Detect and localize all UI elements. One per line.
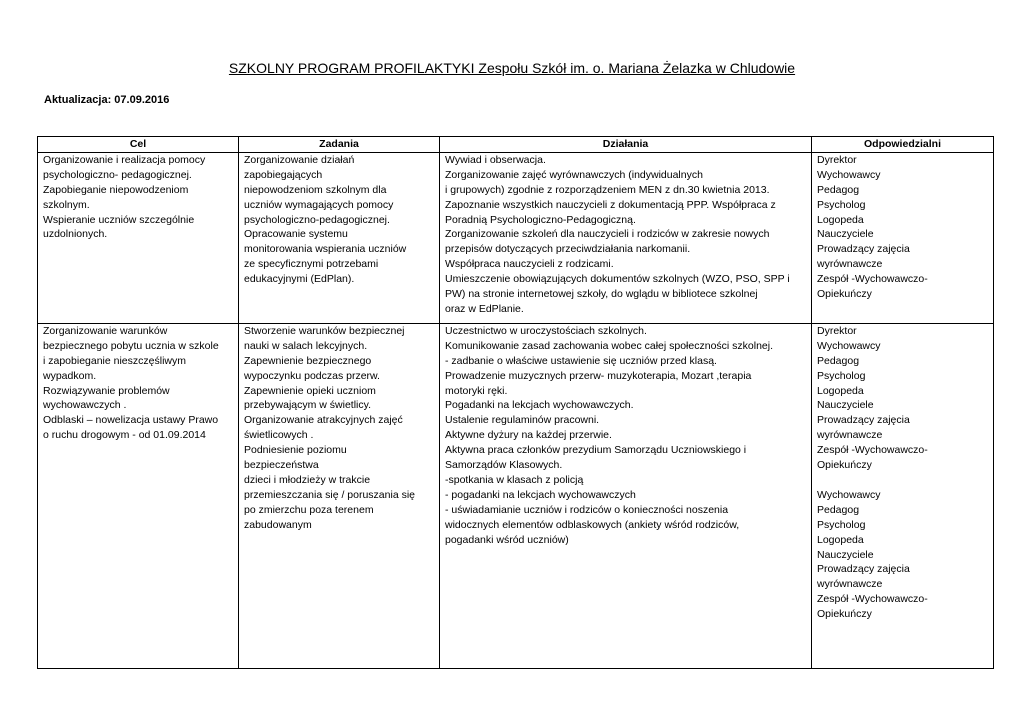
cell-odpowiedzialni: Dyrektor Wychowawcy Pedagog Psycholog Logopeda Nauczyciele Prowadzący zajęcia wyrównawcze Zespół -Wychowawczo- Opiekuńczy [812, 152, 994, 323]
table-row [38, 323, 994, 668]
table-header-row [38, 137, 994, 153]
header-zadania: Zadania [239, 137, 440, 153]
cell-cel: Organizowanie i realizacja pomocy psychologiczno- pedagogicznej. Zapobieganie niepowodzeniom szkolnym. Wspieranie uczniów szczególnie uzdolnionych. [38, 152, 239, 323]
cell-odpowiedzialni: Dyrektor Wychowawcy Pedagog Psycholog Logopeda Nauczyciele Prowadzący zajęcia wyrównawcze Zespół -Wychowawczo- Opiekuńczy Wychowawcy Pedagog Psycholog Logopeda Nauczyciele Prowadzący zajęcia wyrównawcze Zespół -Wychowawczo- Opiekuńczy [812, 323, 994, 668]
table-row [38, 152, 994, 323]
cell-zadania: Zorganizowanie działań zapobiegających niepowodzeniom szkolnym dla uczniów wymagających pomocy psychologiczno-pedagogicznej. Opracowanie systemu monitorowania wspierania uczniów ze specyficznymi potrzebami edukacyjnymi (EdPlan). [239, 152, 440, 323]
program-table [37, 136, 994, 669]
document-title: SZKOLNY PROGRAM PROFILAKTYKI Zespołu Szkół im. o. Mariana Żelazka w Chludowie [228, 60, 796, 76]
cell-dzialania: Wywiad i obserwacja. Zorganizowanie zajęć wyrównawczych (indywidualnych i grupowych) zgodnie z rozporządzeniem MEN z dn.30 kwietnia 2013. Zapoznanie wszystkich nauczycieli z dokumentacją PPP. Współpraca z Poradnią Psychologiczno-Pedagogiczną. Zorganizowanie szkoleń dla nauczycieli i rodziców w zakresie nowych przepisów dotyczących przeciwdziałania narkomanii. Współpraca nauczycieli z rodzicami. Umieszczenie obowiązujących dokumentów szkolnych (WZO, PSO, SPP i PW) na stronie internetowej szkoły, do wglądu w bibliotece szkolnej oraz w EdPlanie. [440, 152, 812, 323]
cell-zadania: Stworzenie warunków bezpiecznej nauki w salach lekcyjnych. Zapewnienie bezpiecznego wypoczynku podczas przerw. Zapewnienie opieki uczniom przebywającym w świetlicy. Organizowanie atrakcyjnych zajęć świetlicowych . Podniesienie poziomu bezpieczeństwa dzieci i młodzieży w trakcie przemieszczania się / poruszania się po zmierzchu poza terenem zabudowanym [239, 323, 440, 668]
cell-cel: Zorganizowanie warunków bezpiecznego pobytu ucznia w szkole i zapobieganie nieszczęśliwym wypadkom. Rozwiązywanie problemów wychowawczych . Odblaski – nowelizacja ustawy Prawo o ruchu drogowym - od 01.09.2014 [38, 323, 239, 668]
header-odpowiedzialni: Odpowiedzialni [812, 137, 994, 153]
header-cel: Cel [38, 137, 239, 153]
header-dzialania: Działania [440, 137, 812, 153]
update-date: Aktualizacja: 07.09.2016 [44, 94, 170, 106]
cell-dzialania: Uczestnictwo w uroczystościach szkolnych. Komunikowanie zasad zachowania wobec całej społeczności szkolnej. - zadbanie o właściwe ustawienie się uczniów przed klasą. Prowadzenie muzycznych przerw- muzykoterapia, Mozart ,terapia motoryki ręki. Pogadanki na lekcjach wychowawczych. Ustalenie regulaminów pracowni. Aktywne dyżury na każdej przerwie. Aktywna praca członków prezydium Samorządu Uczniowskiego i Samorządów Klasowych. -spotkania w klasach z policją - pogadanki na lekcjach wychowawczych - uświadamianie uczniów i rodziców o konieczności noszenia widocznych elementów odblaskowych (ankiety wśród rodziców, pogadanki wśród uczniów) [440, 323, 812, 668]
